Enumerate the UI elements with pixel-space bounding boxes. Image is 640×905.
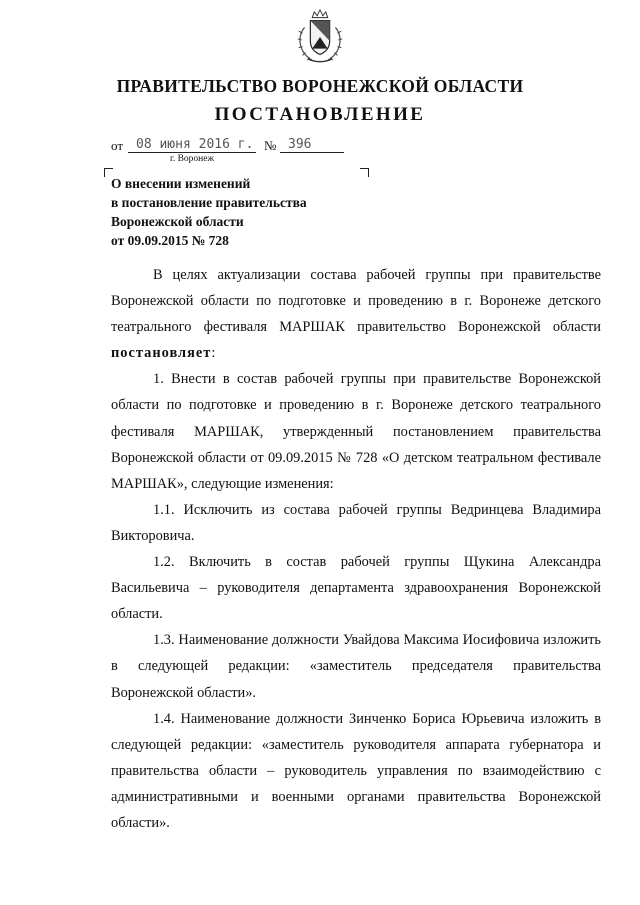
city-label: г. Воронеж: [170, 154, 215, 164]
number-prefix: №: [264, 138, 277, 153]
resolves-word: постановляет: [111, 345, 212, 362]
subject-line: Воронежской области: [111, 214, 244, 229]
document-subject: [111, 174, 371, 250]
subject-line: от 09.09.2015 № 728: [111, 233, 229, 248]
paragraph-item-1-4: 1.4. Наименование должности Зинченко Бориса Юрьевича изложить в следующей редакции: «заместитель руководителя аппарата губернатора и правительства области – руководитель управления по взаимодействию с административными и военными органами правительства Воронежской области».: [111, 710, 601, 831]
paragraph-item-1-3: 1.3. Наименование должности Увайдова Максима Иосифовича изложить в следующей редакции: «заместитель председателя правительства Воронежской области».: [111, 632, 601, 701]
document-body: [111, 262, 601, 836]
paragraph-item-1: 1. Внести в состав рабочей группы при правительстве Воронежской области по подготовке и проведению в г. Воронеже детского театрального фестиваля МАРШАК, утвержденный постановлением правительства Воронежской области от 09.09.2015 № 728 «О детском театральном фестивале МАРШАК», следующие изменения:: [111, 371, 601, 492]
paragraph-item-1-1: 1.1. Исключить из состава рабочей группы Ведринцева Владимира Викторовича.: [111, 501, 601, 544]
subject-line: О внесении изменений: [111, 176, 251, 191]
number-underline: [280, 152, 344, 153]
organization-title: ПРАВИТЕЛЬСТВО ВОРОНЕЖСКОЙ ОБЛАСТИ: [116, 76, 524, 96]
coat-of-arms-icon: [291, 8, 349, 66]
paragraph-item-1-2: 1.2. Включить в состав рабочей группы Щукина Александра Васильевича – руководителя департамента здравоохранения Воронежской области.: [111, 554, 601, 623]
document-type: ПОСТАНОВЛЕНИЕ: [214, 104, 426, 125]
date-underline: [128, 152, 256, 153]
subject-line: в постановление правительства: [111, 195, 307, 210]
date-value: 08 июня 2016 г.: [136, 137, 254, 152]
number-value: 396: [288, 137, 312, 152]
intro-paragraph: В целях актуализации состава рабочей группы при правительстве Воронежской области по подготовке и проведению в г. Воронеже детского театрального фестиваля МАРШАК правительство Воронежской области постановляет:: [111, 267, 601, 362]
date-prefix: от: [111, 138, 124, 153]
